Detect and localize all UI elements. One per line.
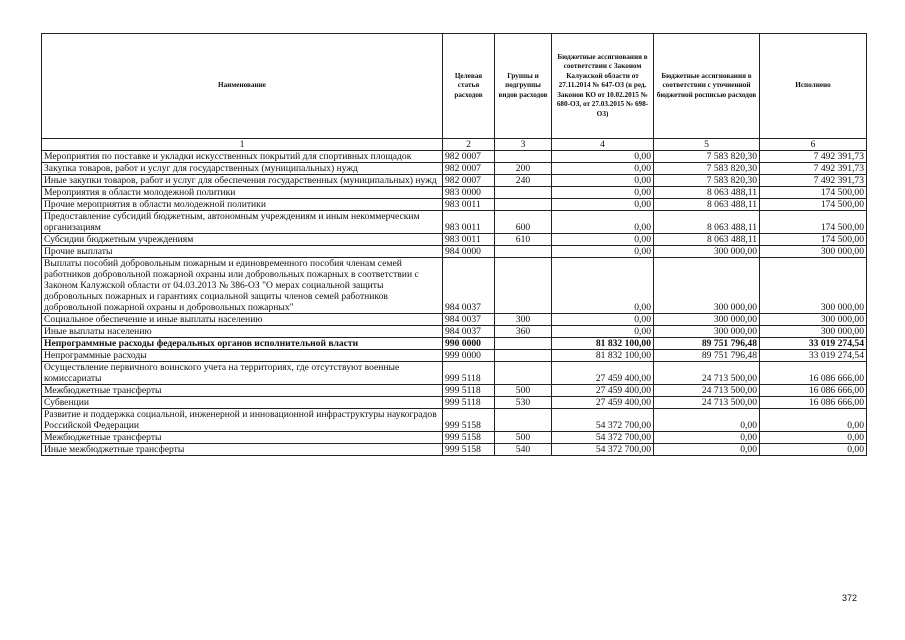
row-name: Мероприятия по поставке и укладки искусственных покрытий для спортивных площадок [42, 151, 443, 163]
table-row [42, 432, 867, 444]
row-executed: 174 500,00 [760, 187, 867, 199]
row-expense-type [495, 350, 552, 362]
row-target-code: 983 0011 [443, 199, 495, 211]
row-name: Мероприятия в области молодежной политики [42, 187, 443, 199]
row-assign-law: 0,00 [552, 326, 654, 338]
row-executed: 16 086 666,00 [760, 362, 867, 385]
row-name: Межбюджетные трансферты [42, 385, 443, 397]
row-assign-list: 24 713 500,00 [654, 362, 760, 385]
row-executed: 174 500,00 [760, 234, 867, 246]
row-assign-law: 0,00 [552, 187, 654, 199]
row-executed: 0,00 [760, 444, 867, 456]
row-target-code: 999 0000 [443, 350, 495, 362]
table-row [42, 175, 867, 187]
row-assign-law: 0,00 [552, 163, 654, 175]
row-assign-law: 0,00 [552, 258, 654, 314]
row-assign-list: 8 063 488,11 [654, 234, 760, 246]
row-assign-list: 7 583 820,30 [654, 163, 760, 175]
header-target: Целевая статья расходов [443, 34, 495, 139]
column-number: 4 [552, 139, 654, 151]
row-assign-list: 300 000,00 [654, 326, 760, 338]
row-assign-list: 0,00 [654, 444, 760, 456]
row-assign-law: 81 832 100,00 [552, 350, 654, 362]
row-name: Межбюджетные трансферты [42, 432, 443, 444]
row-assign-law: 0,00 [552, 234, 654, 246]
header-executed: Исполнено [760, 34, 867, 139]
table-row [42, 258, 867, 314]
row-name: Закупка товаров, работ и услуг для государственных (муниципальных) нужд [42, 163, 443, 175]
row-assign-law: 54 372 700,00 [552, 409, 654, 432]
row-target-code: 990 0000 [443, 338, 495, 350]
row-target-code: 982 0007 [443, 175, 495, 187]
table-row [42, 385, 867, 397]
row-executed: 33 019 274,54 [760, 350, 867, 362]
table-body [42, 151, 867, 456]
row-executed: 300 000,00 [760, 326, 867, 338]
row-executed: 7 492 391,73 [760, 151, 867, 163]
row-expense-type: 360 [495, 326, 552, 338]
row-expense-type [495, 187, 552, 199]
row-expense-type [495, 409, 552, 432]
page-number: 372 [842, 593, 858, 603]
row-executed: 16 086 666,00 [760, 385, 867, 397]
row-name: Иные выплаты населению [42, 326, 443, 338]
table-row [42, 211, 867, 234]
table-row [42, 314, 867, 326]
row-expense-type [495, 151, 552, 163]
row-assign-law: 54 372 700,00 [552, 432, 654, 444]
row-target-code: 984 0037 [443, 258, 495, 314]
row-assign-law: 0,00 [552, 175, 654, 187]
row-expense-type: 540 [495, 444, 552, 456]
row-target-code: 999 5158 [443, 432, 495, 444]
row-name: Субсидии бюджетным учреждениям [42, 234, 443, 246]
row-target-code: 999 5118 [443, 385, 495, 397]
row-expense-type: 500 [495, 432, 552, 444]
row-executed: 174 500,00 [760, 211, 867, 234]
row-target-code: 999 5118 [443, 397, 495, 409]
row-name: Развитие и поддержка социальной, инженерной и инновационной инфраструктуры наукоградов Российской Федерации [42, 409, 443, 432]
row-executed: 7 492 391,73 [760, 175, 867, 187]
column-number: 5 [654, 139, 760, 151]
table-row [42, 234, 867, 246]
column-number: 2 [443, 139, 495, 151]
row-expense-type [495, 246, 552, 258]
row-target-code: 984 0037 [443, 326, 495, 338]
row-executed: 300 000,00 [760, 314, 867, 326]
table-row [42, 397, 867, 409]
row-expense-type: 240 [495, 175, 552, 187]
row-expense-type: 610 [495, 234, 552, 246]
row-assign-list: 300 000,00 [654, 314, 760, 326]
row-assign-law: 54 372 700,00 [552, 444, 654, 456]
row-assign-list: 24 713 500,00 [654, 385, 760, 397]
table-row [42, 444, 867, 456]
row-assign-list: 0,00 [654, 432, 760, 444]
row-assign-list: 24 713 500,00 [654, 397, 760, 409]
row-name: Предоставление субсидий бюджетным, автономным учреждениям и иным некоммерческим организациям [42, 211, 443, 234]
row-executed: 16 086 666,00 [760, 397, 867, 409]
budget-table [41, 33, 867, 456]
row-assign-law: 0,00 [552, 199, 654, 211]
table-row [42, 151, 867, 163]
row-assign-list: 8 063 488,11 [654, 187, 760, 199]
row-target-code: 983 0011 [443, 211, 495, 234]
row-assign-law: 0,00 [552, 211, 654, 234]
row-executed: 7 492 391,73 [760, 163, 867, 175]
row-assign-list: 7 583 820,30 [654, 175, 760, 187]
header-row [42, 34, 867, 139]
row-executed: 300 000,00 [760, 258, 867, 314]
column-number: 1 [42, 139, 443, 151]
row-assign-list: 0,00 [654, 409, 760, 432]
row-expense-type [495, 338, 552, 350]
row-assign-list: 8 063 488,11 [654, 199, 760, 211]
row-executed: 0,00 [760, 432, 867, 444]
row-target-code: 999 5158 [443, 409, 495, 432]
table-row [42, 163, 867, 175]
row-expense-type: 200 [495, 163, 552, 175]
column-number-row [42, 139, 867, 151]
row-assign-list: 89 751 796,48 [654, 350, 760, 362]
row-target-code: 983 0000 [443, 187, 495, 199]
header-name: Наименование [42, 34, 443, 139]
row-name: Иные межбюджетные трансферты [42, 444, 443, 456]
row-target-code: 999 5158 [443, 444, 495, 456]
table-row [42, 362, 867, 385]
row-expense-type: 300 [495, 314, 552, 326]
table-row [42, 350, 867, 362]
row-name: Социальное обеспечение и иные выплаты населению [42, 314, 443, 326]
row-assign-list: 8 063 488,11 [654, 211, 760, 234]
row-target-code: 983 0011 [443, 234, 495, 246]
row-assign-law: 81 832 100,00 [552, 338, 654, 350]
row-name: Непрограммные расходы [42, 350, 443, 362]
header-assign-law: Бюджетные ассигнования в соответствии с Законом Калужской области от 27.11.2014 № 647-ОЗ (в ред. Законов КО от 10.02.2015 № 680-ОЗ, от 27.03.2015 № 698-ОЗ) [552, 34, 654, 139]
row-name: Иные закупки товаров, работ и услуг для обеспечения государственных (муниципальных) нужд [42, 175, 443, 187]
row-expense-type: 530 [495, 397, 552, 409]
row-target-code: 982 0007 [443, 163, 495, 175]
table-row [42, 199, 867, 211]
row-target-code: 999 5118 [443, 362, 495, 385]
row-assign-list: 7 583 820,30 [654, 151, 760, 163]
header-groups: Группы и подгруппы видов расходов [495, 34, 552, 139]
row-assign-law: 27 459 400,00 [552, 385, 654, 397]
table-row [42, 326, 867, 338]
row-assign-list: 89 751 796,48 [654, 338, 760, 350]
header-assign-list: Бюджетные ассигнования в соответствии с уточненной бюджетной росписью расходов [654, 34, 760, 139]
table-row [42, 246, 867, 258]
row-expense-type [495, 362, 552, 385]
row-assign-law: 0,00 [552, 246, 654, 258]
row-name: Прочие выплаты [42, 246, 443, 258]
row-assign-list: 300 000,00 [654, 246, 760, 258]
table-row [42, 338, 867, 350]
row-name: Непрограммные расходы федеральных органов исполнительной власти [42, 338, 443, 350]
row-target-code: 984 0000 [443, 246, 495, 258]
row-assign-list: 300 000,00 [654, 258, 760, 314]
row-expense-type [495, 199, 552, 211]
row-expense-type [495, 258, 552, 314]
column-number: 6 [760, 139, 867, 151]
row-name: Прочие мероприятия в области молодежной политики [42, 199, 443, 211]
table-row [42, 187, 867, 199]
row-name: Осуществление первичного воинского учета на территориях, где отсутствуют военные комиссариаты [42, 362, 443, 385]
row-expense-type: 600 [495, 211, 552, 234]
row-name: Выплаты пособий добровольным пожарным и единовременного пособия членам семей работников добровольной пожарной охраны или добровольных пожарных в соответствии с Законом Калужской области от 04.03.2013 № 386-ОЗ "О мерах социальной защиты добровольных пожарных и гарантиях социальной защиты членов семей работников добровольной пожарной охраны и добровольных пожарных" [42, 258, 443, 314]
row-executed: 33 019 274,54 [760, 338, 867, 350]
row-assign-law: 0,00 [552, 151, 654, 163]
table-row [42, 409, 867, 432]
row-assign-law: 27 459 400,00 [552, 362, 654, 385]
column-number: 3 [495, 139, 552, 151]
row-executed: 174 500,00 [760, 199, 867, 211]
row-executed: 300 000,00 [760, 246, 867, 258]
row-target-code: 984 0037 [443, 314, 495, 326]
row-name: Субвенции [42, 397, 443, 409]
row-assign-law: 27 459 400,00 [552, 397, 654, 409]
row-target-code: 982 0007 [443, 151, 495, 163]
row-assign-law: 0,00 [552, 314, 654, 326]
row-executed: 0,00 [760, 409, 867, 432]
row-expense-type: 500 [495, 385, 552, 397]
